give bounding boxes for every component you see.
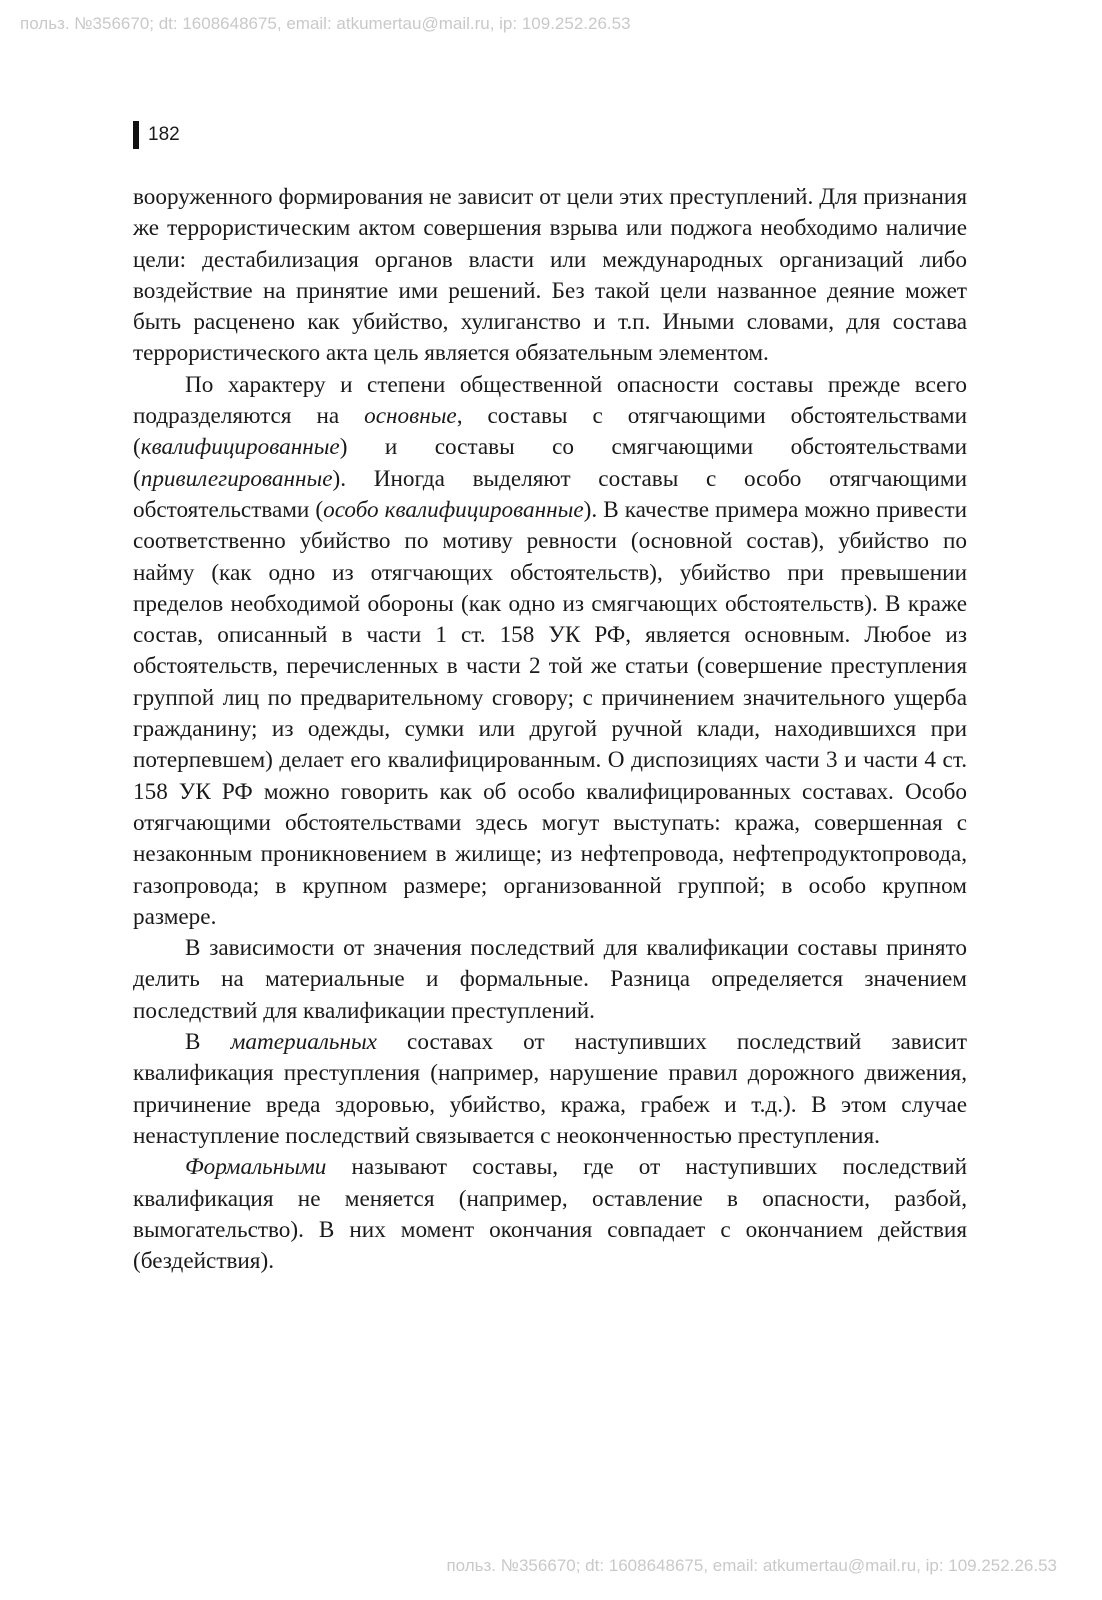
paragraph-4: В материальных составах от наступивших последствий зависит квалификация преступления (например, нарушение правил дорожного движения, причинение вреда здоровью, убийство, кража, грабеж и т.д.). В этом случае ненаступление последствий связывается с неоконченностью преступления. [133, 1029, 967, 1149]
paragraph-3: В зависимости от значения последствий для квалификации составы принято делить на материальные и формальные. Разница определяется значением последствий для квалификации преступлений. [133, 935, 967, 1024]
page-header [133, 121, 180, 149]
paragraph-2: По характеру и степени общественной опасности составы прежде всего подразделяются на основные, составы с отягчающими обстоятельствами (квалифицированные) и составы со смягчающими обстоятельствами (привилегированные). Иногда выделяют составы с особо отягчающими обстоятельствами (особо квалифицированные). В качестве примера можно привести соответственно убийство по мотиву ревности (основной состав), убийство по найму (как одно из отягчающих обстоятельств), убийство при превышении пределов необходимой обороны (как одно из смягчающих обстоятельств). В краже состав, описанный в части 1 ст. 158 УК РФ, является основным. Любое из обстоятельств, перечисленных в части 2 той же статьи (совершение преступления группой лиц по предварительному сговору; с причинением значительного ущерба гражданину; из одежды, сумки или другой ручной клади, находившихся при потерпевшем) делает его квалифицированным. О диспозициях части 3 и части 4 ст. 158 УК РФ можно говорить как об особо квалифицированных составах. Особо отягчающими обстоятельствами здесь могут выступать: кража, совершенная с незаконным проникновением в жилище; из нефтепровода, нефтепродуктопровода, газопровода; в крупном размере; организованной группой; в особо крупном размере. [133, 371, 968, 930]
watermark-bottom: польз. №356670; dt: 1608648675, email: atkumertau@mail.ru, ip: 109.252.26.53 [446, 1556, 1057, 1575]
term-formal: Формальными [185, 1154, 327, 1181]
watermark-top: польз. №356670; dt: 1608648675, email: atkumertau@mail.ru, ip: 109.252.26.53 [20, 14, 631, 33]
term-especially-qualified: особо квалифицированные [323, 496, 584, 523]
term-material: материальных [230, 1029, 377, 1056]
term-privileged: привилегированные [140, 465, 333, 492]
page-number-marker [133, 121, 139, 149]
term-qualified: квалифицированные [140, 434, 340, 461]
term-basic: основные [364, 403, 457, 430]
page-number: 182 [148, 124, 180, 145]
paragraph-1: вооруженного формирования не зависит от цели этих преступлений. Для признания же террористическим актом совершения взрыва или поджога необходимо наличие цели: дестабилизация органов власти или международных организаций либо воздействие на принятие ими решений. Без такой цели названное деяние может быть расценено как убийство, хулиганство и т.п. Иными словами, для состава террористического акта цель является обязательным элементом. [133, 184, 967, 367]
body-text [133, 182, 967, 1277]
paragraph-5: Формальными называют составы, где от наступивших последствий квалификация не меняется (например, оставление в опасности, разбой, вымогательство). В них момент окончания совпадает с окончанием действия (бездействия). [133, 1154, 967, 1275]
